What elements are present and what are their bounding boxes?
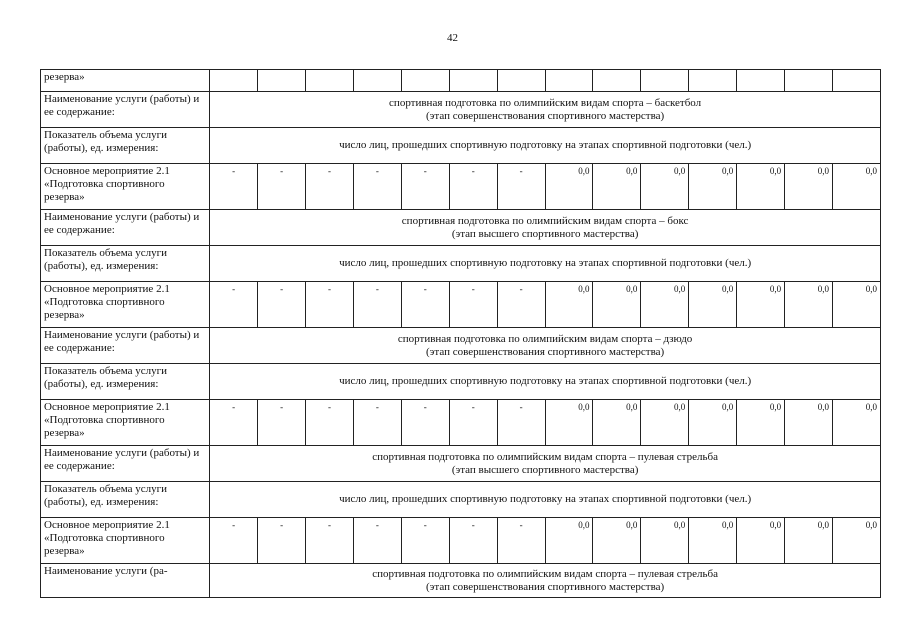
value-cell: 0,0 (689, 518, 737, 564)
service-description (210, 210, 881, 246)
value-cell: - (210, 282, 258, 328)
value-cell: - (353, 164, 401, 210)
value-cell: - (497, 400, 545, 446)
service-line-2: (этап высшего спортивного мастерства) (451, 463, 639, 476)
table-row (41, 518, 881, 564)
indicator-label: Показатель объема услуги (работы), ед. измерения: (41, 482, 210, 518)
indicator-text: число лиц, прошедших спортивную подготовку на этапах спортивной подготовки (чел.) (210, 364, 881, 400)
indicator-label: Показатель объема услуги (работы), ед. измерения: (41, 246, 210, 282)
value-cell: - (401, 164, 449, 210)
value-cell: - (401, 400, 449, 446)
empty-cell (737, 70, 785, 92)
empty-cell (306, 70, 354, 92)
table-row (41, 446, 881, 482)
value-cell: 0,0 (545, 164, 593, 210)
value-cell: - (306, 518, 354, 564)
service-line-2: (этап совершенствования спортивного мастерства) (426, 580, 665, 593)
value-cell: 0,0 (833, 518, 881, 564)
value-cell: - (258, 518, 306, 564)
empty-cell (449, 70, 497, 92)
table-row (41, 246, 881, 282)
page-number: 42 (447, 32, 458, 44)
table-row (41, 364, 881, 400)
value-cell: 0,0 (785, 164, 833, 210)
table-row (41, 164, 881, 210)
value-cell: - (401, 282, 449, 328)
service-line-1: спортивная подготовка по олимпийским видам спорта – пулевая стрельба (372, 567, 718, 580)
value-cell: 0,0 (833, 400, 881, 446)
value-cell: 0,0 (689, 164, 737, 210)
value-cell: - (401, 518, 449, 564)
value-cell: 0,0 (593, 518, 641, 564)
value-cell: 0,0 (689, 282, 737, 328)
activity-label: Основное мероприятие 2.1 «Подготовка спортивного резерва» (41, 282, 210, 328)
value-cell: - (353, 518, 401, 564)
table-row (41, 564, 881, 598)
service-line-2: (этап совершенствования спортивного мастерства) (426, 345, 665, 358)
table-row (41, 70, 881, 92)
value-cell: 0,0 (785, 282, 833, 328)
value-cell: 0,0 (833, 282, 881, 328)
service-line-1: спортивная подготовка по олимпийским видам спорта – бокс (401, 214, 689, 227)
value-cell: - (258, 164, 306, 210)
value-cell: - (306, 400, 354, 446)
service-name-label: Наименование услуги (работы) и ее содержание: (41, 446, 210, 482)
service-description (210, 446, 881, 482)
value-cell: 0,0 (545, 400, 593, 446)
service-description (210, 328, 881, 364)
value-cell: - (258, 400, 306, 446)
empty-cell (210, 70, 258, 92)
value-cell: - (353, 400, 401, 446)
value-cell: - (306, 164, 354, 210)
empty-cell (593, 70, 641, 92)
indicator-text: число лиц, прошедших спортивную подготовку на этапах спортивной подготовки (чел.) (210, 246, 881, 282)
activity-label: Основное мероприятие 2.1 «Подготовка спортивного резерва» (41, 164, 210, 210)
value-cell: - (497, 164, 545, 210)
service-name-label: Наименование услуги (работы) и ее содержание: (41, 92, 210, 128)
value-cell: - (497, 518, 545, 564)
empty-cell (785, 70, 833, 92)
table-row (41, 400, 881, 446)
indicator-text: число лиц, прошедших спортивную подготовку на этапах спортивной подготовки (чел.) (210, 482, 881, 518)
service-name-label: Наименование услуги (работы) и ее содержание: (41, 210, 210, 246)
value-cell: 0,0 (641, 400, 689, 446)
table-row (41, 210, 881, 246)
value-cell: 0,0 (545, 518, 593, 564)
value-cell: - (353, 282, 401, 328)
empty-cell (545, 70, 593, 92)
value-cell: 0,0 (737, 164, 785, 210)
table-row (41, 482, 881, 518)
value-cell: 0,0 (593, 282, 641, 328)
sport-services-table (40, 69, 881, 598)
value-cell: 0,0 (833, 164, 881, 210)
empty-cell (401, 70, 449, 92)
row-label-reserve: резерва» (41, 70, 210, 92)
value-cell: 0,0 (545, 282, 593, 328)
table-row (41, 92, 881, 128)
empty-cell (641, 70, 689, 92)
table-row (41, 328, 881, 364)
empty-cell (833, 70, 881, 92)
value-cell: 0,0 (641, 518, 689, 564)
value-cell: 0,0 (737, 518, 785, 564)
table-row (41, 128, 881, 164)
service-line-1: спортивная подготовка по олимпийским видам спорта – баскетбол (389, 96, 702, 109)
table-row (41, 282, 881, 328)
indicator-label: Показатель объема услуги (работы), ед. измерения: (41, 364, 210, 400)
value-cell: 0,0 (785, 400, 833, 446)
empty-cell (353, 70, 401, 92)
value-cell: - (210, 518, 258, 564)
value-cell: 0,0 (593, 400, 641, 446)
value-cell: 0,0 (785, 518, 833, 564)
empty-cell (689, 70, 737, 92)
indicator-label: Показатель объема услуги (работы), ед. измерения: (41, 128, 210, 164)
value-cell: - (449, 282, 497, 328)
service-line-1: спортивная подготовка по олимпийским видам спорта – пулевая стрельба (372, 450, 718, 463)
value-cell: - (306, 282, 354, 328)
service-name-label: Наименование услуги (работы) и ее содержание: (41, 328, 210, 364)
value-cell: 0,0 (593, 164, 641, 210)
value-cell: - (449, 164, 497, 210)
activity-label: Основное мероприятие 2.1 «Подготовка спортивного резерва» (41, 518, 210, 564)
value-cell: 0,0 (737, 282, 785, 328)
activity-label: Основное мероприятие 2.1 «Подготовка спортивного резерва» (41, 400, 210, 446)
value-cell: 0,0 (641, 282, 689, 328)
value-cell: - (210, 400, 258, 446)
value-cell: - (449, 518, 497, 564)
empty-cell (258, 70, 306, 92)
service-line-2: (этап совершенствования спортивного мастерства) (426, 109, 665, 122)
value-cell: - (258, 282, 306, 328)
service-name-label: Наименование услуги (ра- (41, 564, 210, 598)
service-description (210, 92, 881, 128)
service-description (210, 564, 881, 598)
value-cell: 0,0 (689, 400, 737, 446)
value-cell: 0,0 (641, 164, 689, 210)
service-line-1: спортивная подготовка по олимпийским видам спорта – дзюдо (397, 332, 693, 345)
service-line-2: (этап высшего спортивного мастерства) (451, 227, 639, 240)
value-cell: 0,0 (737, 400, 785, 446)
indicator-text: число лиц, прошедших спортивную подготовку на этапах спортивной подготовки (чел.) (210, 128, 881, 164)
value-cell: - (497, 282, 545, 328)
empty-cell (497, 70, 545, 92)
value-cell: - (210, 164, 258, 210)
value-cell: - (449, 400, 497, 446)
